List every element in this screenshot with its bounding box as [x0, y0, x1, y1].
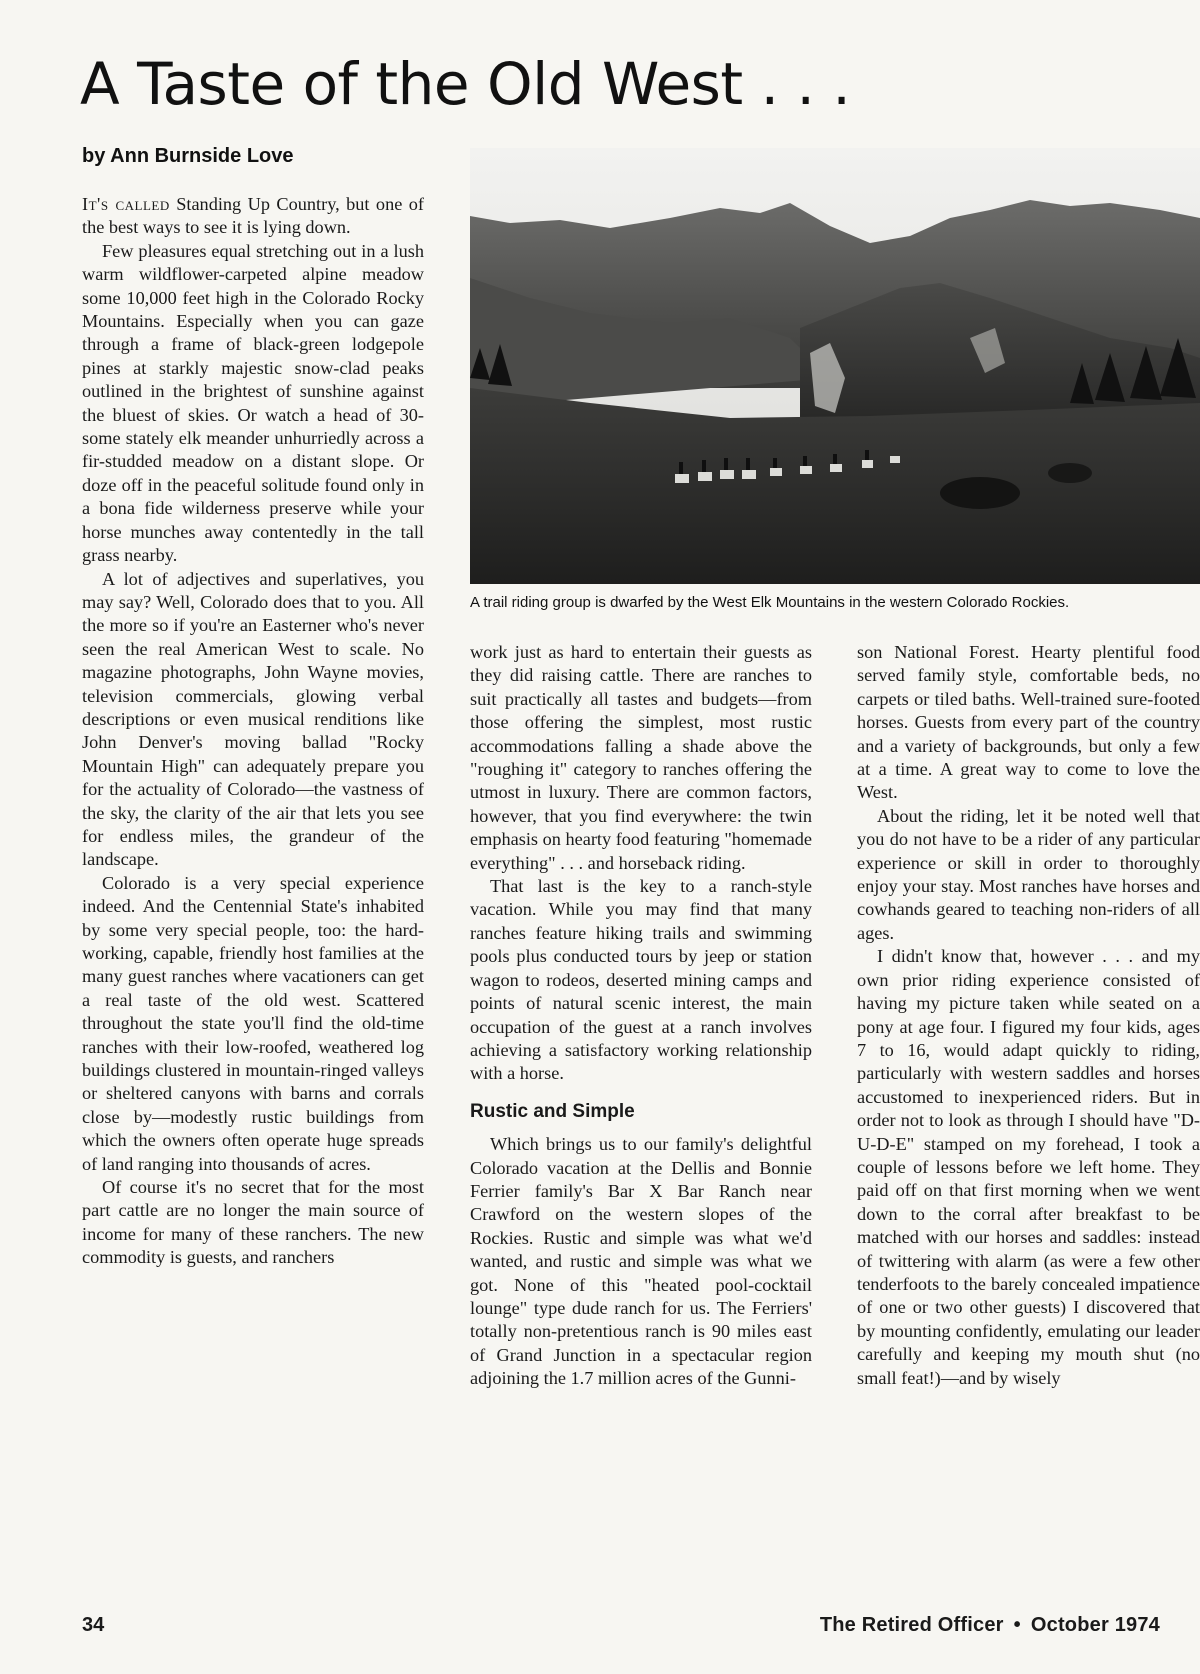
meadow [470, 388, 1200, 584]
publication-name: The Retired Officer [819, 1614, 1004, 1636]
column-1 [82, 193, 424, 1270]
column-2 [470, 641, 812, 1391]
paragraph-6: work just as hard to entertain their guests as they did raising cattle. There are ranches to suit practically all tastes and budgets—from those offering the simplest, most rustic accommodations falling a shade above the "roughing it" category to ranches offering the utmost in luxury. There are common factors, however, that you find everywhere: the twin emphasis on hearty food featuring "homemade everything" . . . and horseback riding. [470, 642, 813, 873]
photo-caption: A trail riding group is dwarfed by the West Elk Mountains in the western Colorado Rockies. [470, 594, 1070, 611]
column-3 [857, 641, 1200, 1390]
paragraph-7: That last is the key to a ranch-style vacation. While you may find that many ranches feature hiking trails and swimming pools plus conducted tours by jeep or station wagon to rodeos, deserted mining camps and points of natural scenic interest, the main occupation of the guest at a ranch involves achieving a satisfactory working relationship with a horse. [470, 876, 812, 1084]
paragraph-1 [82, 193, 424, 240]
paragraph-4: Colorado is a very special experience indeed. And the Centennial State's inhabited by some very special people, too: the hard-working, capable, friendly host families at the many guest ranches where vacationers can get a real taste of the old west. Scattered throughout the state you'll find the old-time ranches with their low-roofed, weathered log buildings clustered in mountain-ringed valleys or sheltered canyons with barns and corrals close by—modestly rustic buildings from which the owners often operate huge spreads of land ranging into thousands of acres. [82, 872, 424, 1174]
shrub [1048, 463, 1092, 483]
paragraph-3: A lot of adjectives and superlatives, you may say? Well, Colorado does that to you. All the more so if you're an Easterner who's never seen the real American West to scale. No magazine photographs, John Wayne movies, television commercials, glowing verbal descriptions or even musical renditions like John Denver's moving ballad "Rocky Mountain High" can adequately prepare you for the actuality of Colorado—the vastness of the sky, the clarity of the air that lets you see for endless miles, the grandeur of the landscape. [82, 568, 424, 870]
mountain-photo [470, 148, 1200, 584]
running-footer [820, 1614, 1160, 1637]
paragraph-8: Which brings us to our family's delightful Colorado vacation at the Dellis and Bonnie Ferrier family's Bar X Bar Ranch near Crawford on the western slopes of the Rockies. Rustic and simple was what we'd wanted, and rustic and simple was what we got. None of this "heated pool-cocktail lounge" type dude ranch for us. The Ferriers' totally non-pretentious ranch is 90 miles east of Grand Junction in a spectacular region adjoining the 1.7 million acres of the Gunni- [470, 1134, 812, 1389]
paragraph-2: Few pleasures equal stretching out in a lush warm wildflower-carpeted alpine meadow some 10,000 feet high in the Colorado Rocky Mountains. Especially when you can gaze through a frame of black-green lodgepole pines at starkly majestic snow-clad peaks outlined in the brightest of sunshine against the bluest of skies. Or watch a head of 30-some stately elk meander unhurriedly across a fir-studded meadow on a distant slope. Or doze off in the peaceful solitude found only in a bona fide wilderness preserve while your horse munches away contentedly in the tall grass nearby. [82, 240, 424, 566]
issue-date: October 1974 [1030, 1614, 1160, 1636]
shrub-cluster [940, 477, 1020, 509]
photo-illustration [470, 148, 1200, 584]
paragraph-1-text: Standing Up Country, but one of the best ways to see it is lying down. [82, 194, 424, 238]
byline: by Ann Burnside Love [82, 145, 294, 167]
page-number: 34 [82, 1614, 105, 1636]
paragraph-10: About the riding, let it be noted well that you do not have to be a rider of any particular experience or skill in order to thoroughly enjoy your stay. Most ranches have horses and cowhands geared to teaching non-riders of all ages. [857, 805, 1200, 943]
article-title: A Taste of the Old West . . . [80, 50, 851, 118]
paragraph-9: son National Forest. Hearty plentiful food served family style, comfortable beds, no carpets or tiled baths. Well-trained sure-footed horses. Guests from every part of the country and a variety of backgrounds, but only a few at a time. A great way to come to love the West. [857, 642, 1200, 803]
paragraph-5: Of course it's no secret that for the most part cattle are no longer the main source of income for many of these ranchers. The new commodity is guests, and ranchers [82, 1177, 424, 1268]
lead-in-caps: It's called [82, 194, 170, 214]
separator: • [1013, 1614, 1021, 1636]
paragraph-11: I didn't know that, however . . . and my own prior riding experience consisted of having my picture taken while seated on a pony at age four. I figured my four kids, ages 7 to 16, would adapt quickly to riding, particularly with western saddles and horses accustomed to inexperienced riders. But in order not to look as through I should have "D-U-D-E" stamped on my forehead, I took a couple of lessons before we left home. They paid off on that first morning when we went down to the corral after breakfast to be matched with our horses and saddles: instead of twittering with alarm (as were a few other tenderfoots to the barely concealed impatience of one or two other guests) I discovered that by mounting confidently, emulating our leader carefully and keeping my mouth shut (no small feat!)—and by wisely [857, 946, 1200, 1388]
section-heading: Rustic and Simple [470, 1100, 635, 1122]
